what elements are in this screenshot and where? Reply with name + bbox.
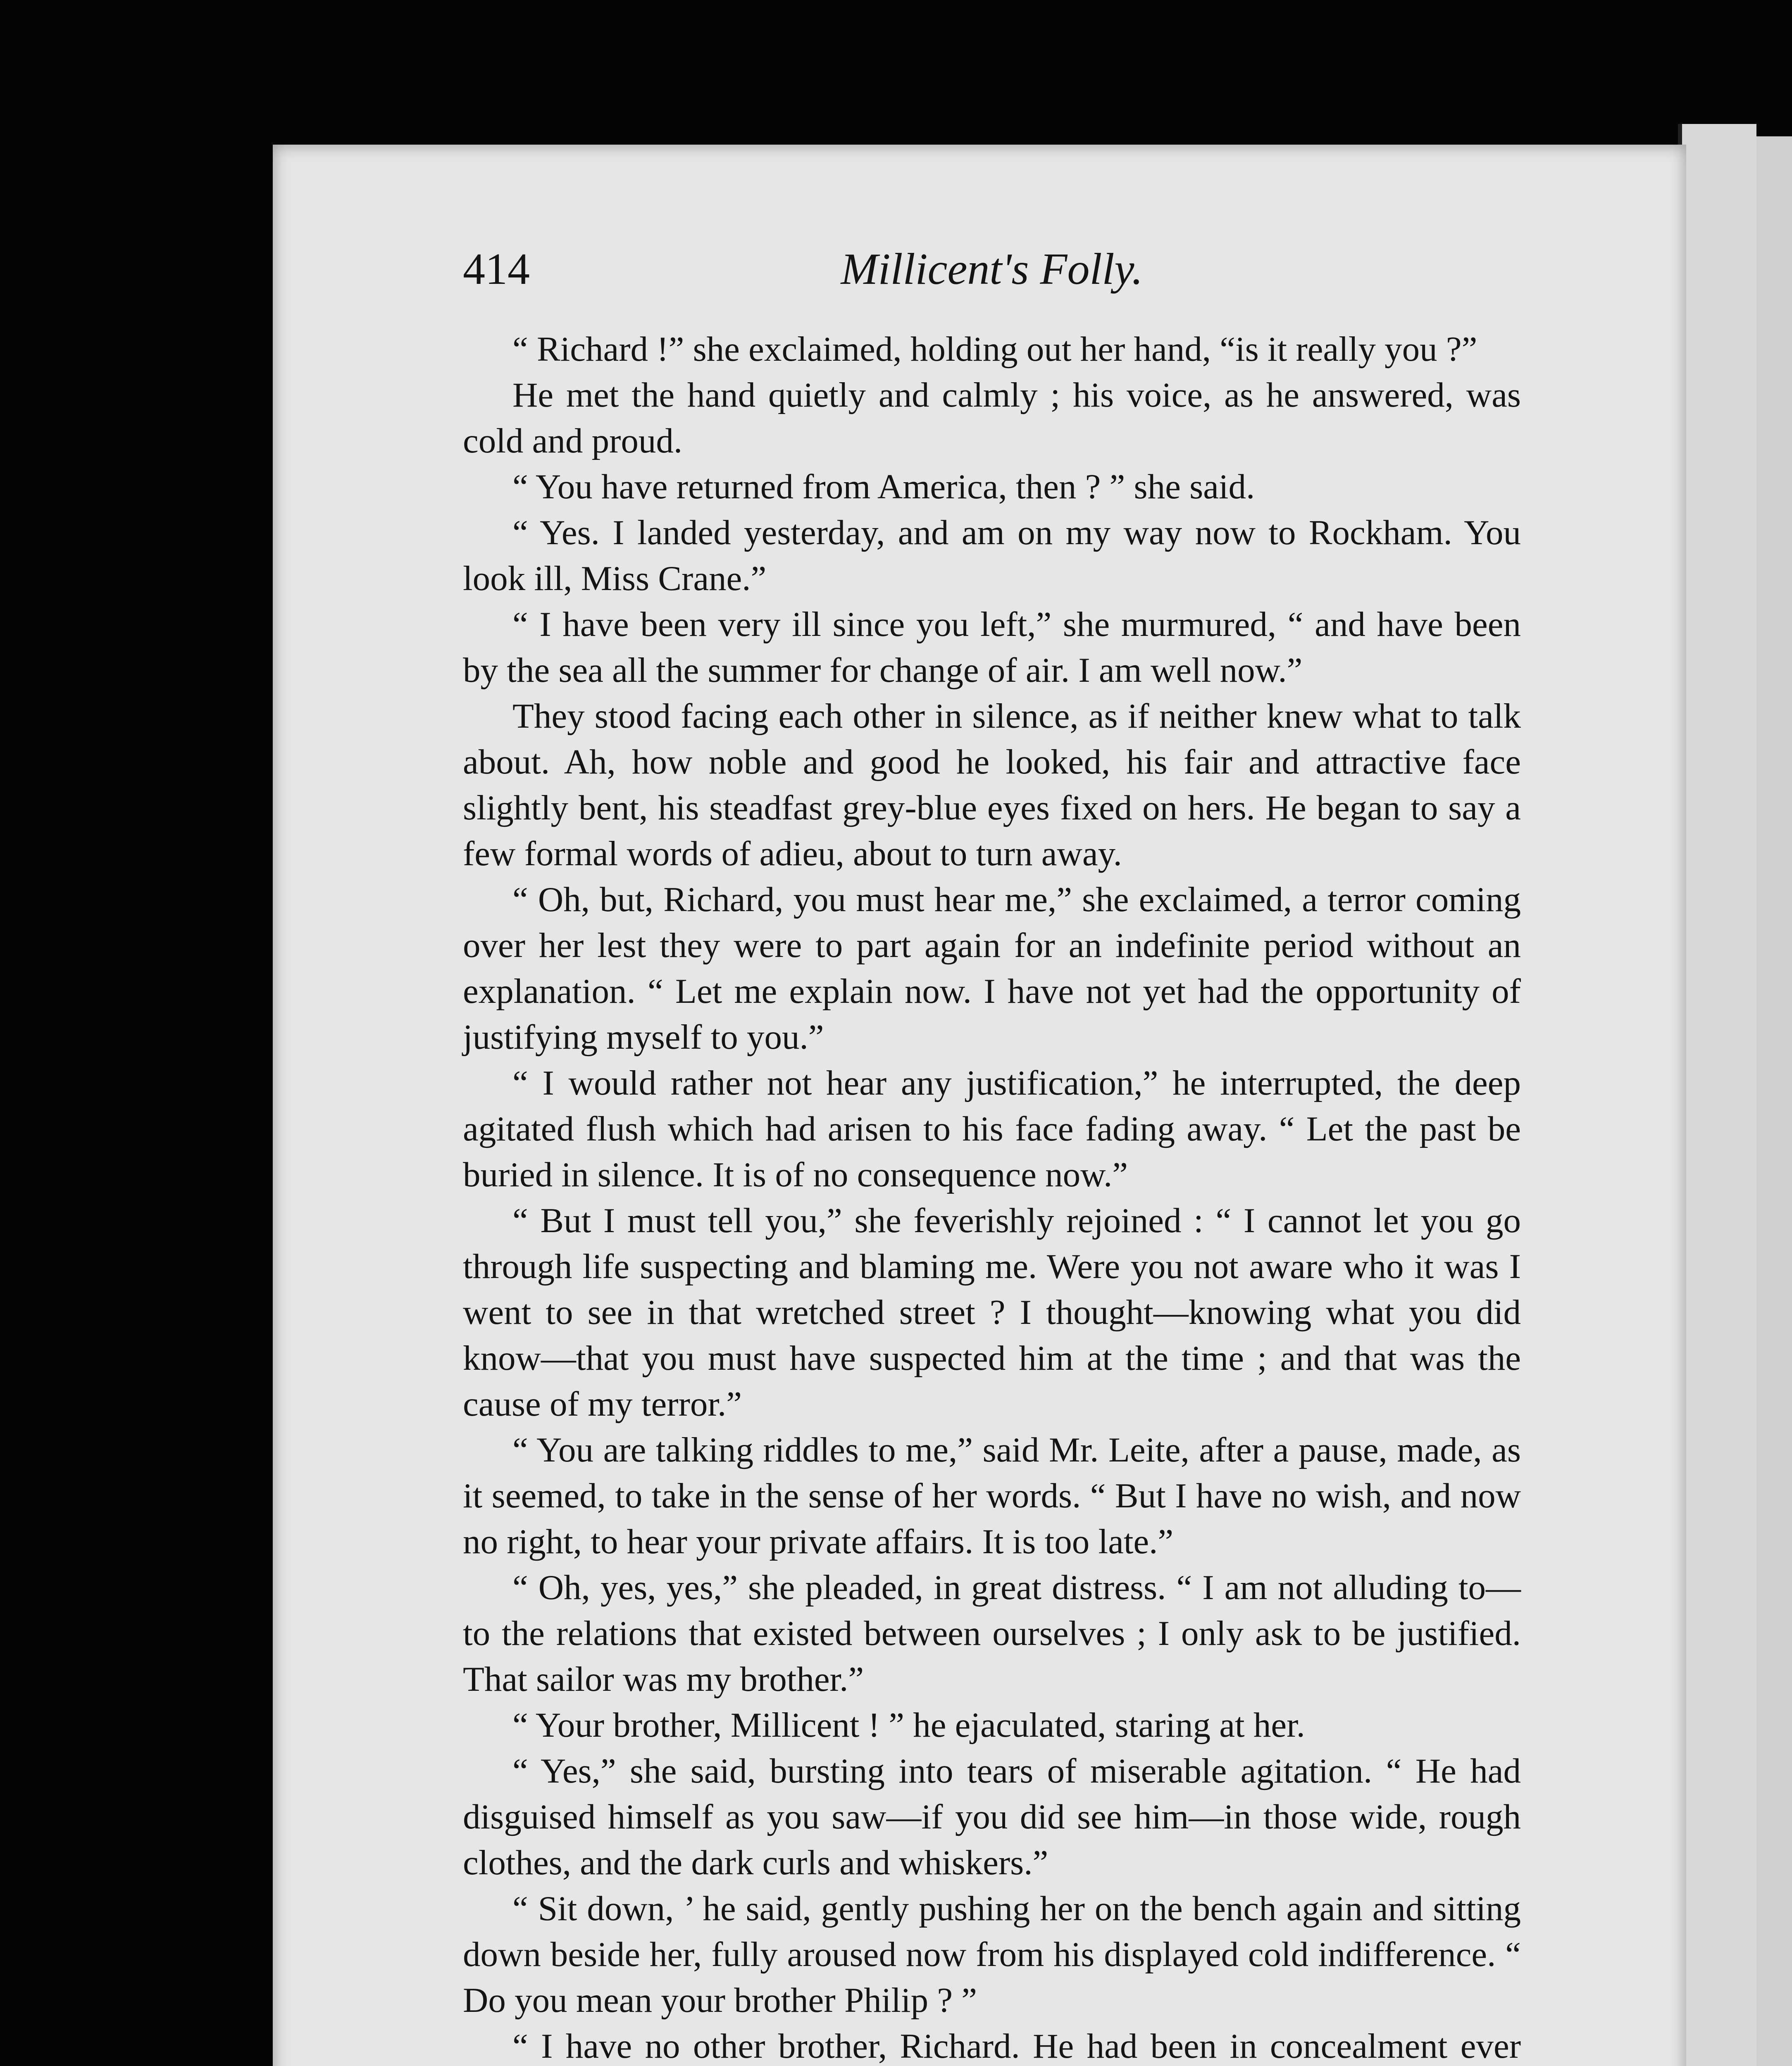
book-page — [273, 145, 1686, 2066]
paragraph: “ I have no other brother, Richard. He had been in concealment ever — [512, 2027, 1521, 2066]
paragraph: “ Yes,” she said, bursting into tears of miserable agitation. “ He had disguised himself as you saw—if you did see him—in those wide, rough clothes, and the dark curls and whiskers.” — [463, 1752, 1521, 1882]
paragraph: “ I would rather not hear any justification,” he interrupted, the deep agitated flush which had arisen to his face fading away. “ Let the past be buried in silence. It is of no consequence now.” — [463, 1064, 1521, 1194]
paragraph: “ You have returned from America, then ? ” she said. — [512, 467, 1255, 506]
paragraph: “ Oh, but, Richard, you must hear me,” she exclaimed, a terror coming over her lest they were to part again for an indefinite period without an explanation. “ Let me explain now. I have not yet had the opportunity of justifying myself to you.” — [463, 880, 1521, 1057]
facing-page-edge — [1678, 124, 1756, 2066]
paragraph: “ But I must tell you,” she feverishly rejoined : “ I cannot let you go through life suspecting and blaming me. Were you not aware who it was I went to see in that wretched street ? I thought—knowing what you did know—that you must have suspected him at the time ; and that was the cause of my terror.” — [463, 1201, 1521, 1423]
paragraph: “ I have been very ill since you left,” she murmured, “ and have been by the sea all the summer for change of air. I am well now.” — [463, 605, 1521, 690]
paragraph: “ Oh, yes, yes,” she pleaded, in great distress. “ I am not alluding to—to the relations that existed between ourselves ; I only ask to be justified. That sailor was my brother.” — [463, 1568, 1521, 1699]
paragraph: He met the hand quietly and calmly ; his voice, as he answered, was cold and proud. — [463, 376, 1521, 460]
running-title: Millicent's Folly. — [841, 245, 1143, 294]
paragraph: “ Yes. I landed yesterday, and am on my way now to Rockham. You look ill, Miss Crane.” — [463, 513, 1521, 598]
paragraph: “ You are talking riddles to me,” said Mr. Leite, after a pause, made, as it seemed, to take in the sense of her words. “ But I have no wish, and now no right, to hear your private affairs. It is too late.” — [463, 1430, 1521, 1561]
page-header — [463, 244, 1521, 310]
paragraph: They stood facing each other in silence, as if neither knew what to talk about. Ah, how noble and good he looked, his fair and attractive face slightly bent, his steadfast grey-blue eyes fixed on hers. He began to say a few formal words of adieu, about to turn away. — [463, 697, 1521, 873]
paragraph: “ Richard !” she exclaimed, holding out her hand, “is it really you ?” — [512, 330, 1477, 369]
next-page-fragment — [1756, 136, 1792, 2066]
page-number: 414 — [463, 245, 530, 294]
paragraph: “ Sit down, ’ he said, gently pushing her on the bench again and sitting down beside her, fully aroused now from his displayed cold indifference. “ Do you mean your brother Philip ? ” — [463, 1889, 1521, 2020]
paragraph: “ Your brother, Millicent ! ” he ejaculated, staring at her. — [512, 1706, 1305, 1745]
body-text — [463, 326, 1521, 2066]
